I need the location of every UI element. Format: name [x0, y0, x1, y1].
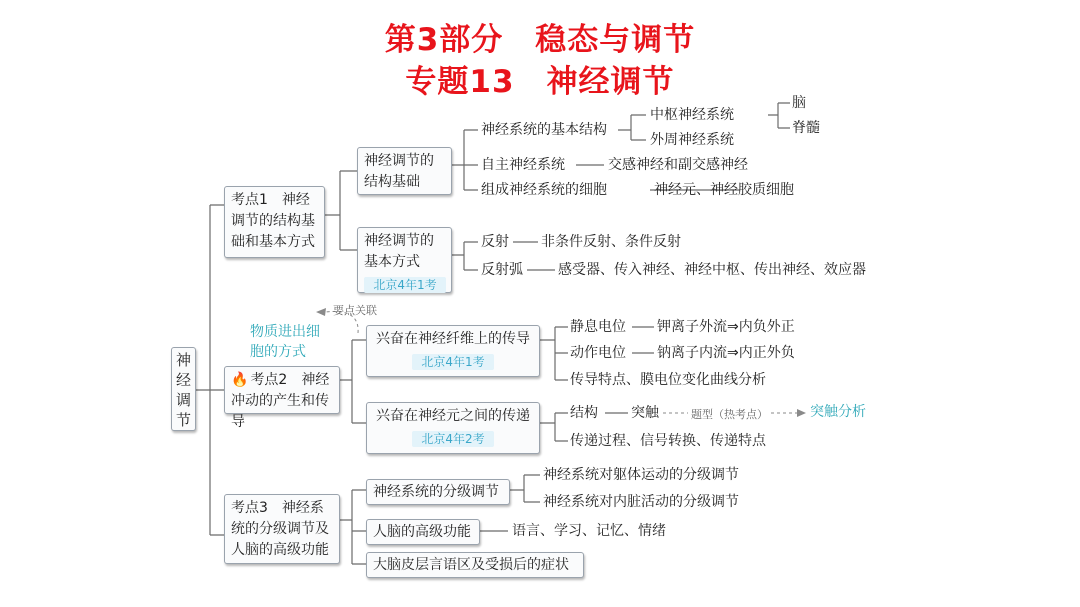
root-node: [171, 347, 196, 431]
kp2-sub1-node: [366, 325, 540, 377]
kp2-sub1-b1a: 钾离子外流⇒内负外正: [657, 319, 795, 335]
kp1-label: 考点1 神经调节的结构基础和基本方式: [231, 192, 315, 250]
kp1-sub1-label: 神经调节的结构基础: [364, 153, 434, 190]
topic-target: 突触分析: [810, 404, 866, 420]
title-line-2: 专题13 神经调节: [405, 64, 675, 100]
kp1-sub2-b1: 反射: [481, 234, 509, 250]
title-line-1: 第3部分 稳态与调节: [384, 22, 696, 58]
kp2-sub2-label: 兴奋在神经元之间的传递: [376, 408, 530, 424]
kp2-sub1-tag: 北京4年1考: [412, 354, 494, 370]
kp3-sub3-node: [366, 552, 584, 578]
kp1-sub1-b1a2: 脊髓: [792, 120, 820, 136]
kp3-sub2-b1: 语言、学习、记忆、情绪: [512, 523, 666, 539]
side-note: 物质进出细胞的方式: [250, 324, 320, 360]
kp1-sub1-b2: 自主神经系统: [481, 157, 565, 173]
kp1-sub2-b2a: 感受器、传入神经、神经中枢、传出神经、效应器: [558, 262, 866, 278]
kp1-node: [224, 186, 325, 258]
kp3-sub2-node: [366, 519, 480, 545]
kp1-sub1-b1: 神经系统的基本结构: [481, 122, 607, 138]
kp1-sub1-b3a: 神经元、神经胶质细胞: [654, 182, 794, 198]
root-label: 神经调节: [176, 351, 192, 429]
kp3-sub1-b2: 神经系统对内脏活动的分级调节: [543, 494, 739, 510]
kp1-sub2-label: 神经调节的基本方式: [364, 233, 434, 270]
topic-note: 题型（热考点）: [688, 406, 771, 422]
kp1-sub1-b1a1: 脑: [792, 95, 806, 111]
kp3-sub3-label: 大脑皮层言语区及受损后的症状: [373, 557, 569, 573]
kp2-sub1-b2: 动作电位: [570, 345, 626, 361]
link-note: 要点关联: [333, 304, 377, 317]
kp3-sub1-label: 神经系统的分级调节: [373, 484, 499, 500]
kp3-sub1-node: [366, 479, 510, 505]
kp2-sub2-tag: 北京4年2考: [412, 431, 494, 447]
kp2-sub2-b1: 结构: [570, 405, 598, 421]
kp1-sub2-b2: 反射弧: [481, 262, 523, 278]
kp2-sub2-b1a: 突触: [631, 404, 663, 422]
kp3-sub2-label: 人脑的高级功能: [373, 524, 471, 540]
kp2-sub1-b3: 传导特点、膜电位变化曲线分析: [570, 372, 766, 388]
kp2-node: [224, 366, 340, 430]
kp3-sub1-b1: 神经系统对躯体运动的分级调节: [543, 467, 739, 483]
kp1-sub2-b1a: 非条件反射、条件反射: [541, 234, 681, 250]
kp2-label: 考点2 神经冲动的产生和传导: [231, 372, 330, 430]
kp1-sub1-b2a: 交感神经和副交感神经: [608, 157, 748, 173]
kp2-sub1-b1: 静息电位: [570, 319, 626, 335]
kp1-sub2-node: [357, 227, 452, 293]
kp2-sub2-node: [366, 402, 540, 454]
kp1-sub2-tag: 北京4年1考: [364, 277, 446, 293]
kp2-sub2-b2: 传递过程、信号转换、传递特点: [570, 433, 766, 449]
kp1-sub1-b1b: 外周神经系统: [650, 132, 734, 148]
fire-icon: 🔥: [231, 372, 249, 388]
kp1-sub1-b1a: 中枢神经系统: [650, 107, 734, 123]
kp2-sub1-b2a: 钠离子内流⇒内正外负: [657, 345, 795, 361]
kp2-sub1-label: 兴奋在神经纤维上的传导: [376, 331, 530, 347]
kp1-sub1-node: [357, 147, 452, 195]
kp1-sub1-b3: 组成神经系统的细胞: [481, 182, 607, 198]
kp3-node: [224, 494, 340, 564]
kp3-label: 考点3 神经系统的分级调节及人脑的高级功能: [231, 500, 329, 558]
